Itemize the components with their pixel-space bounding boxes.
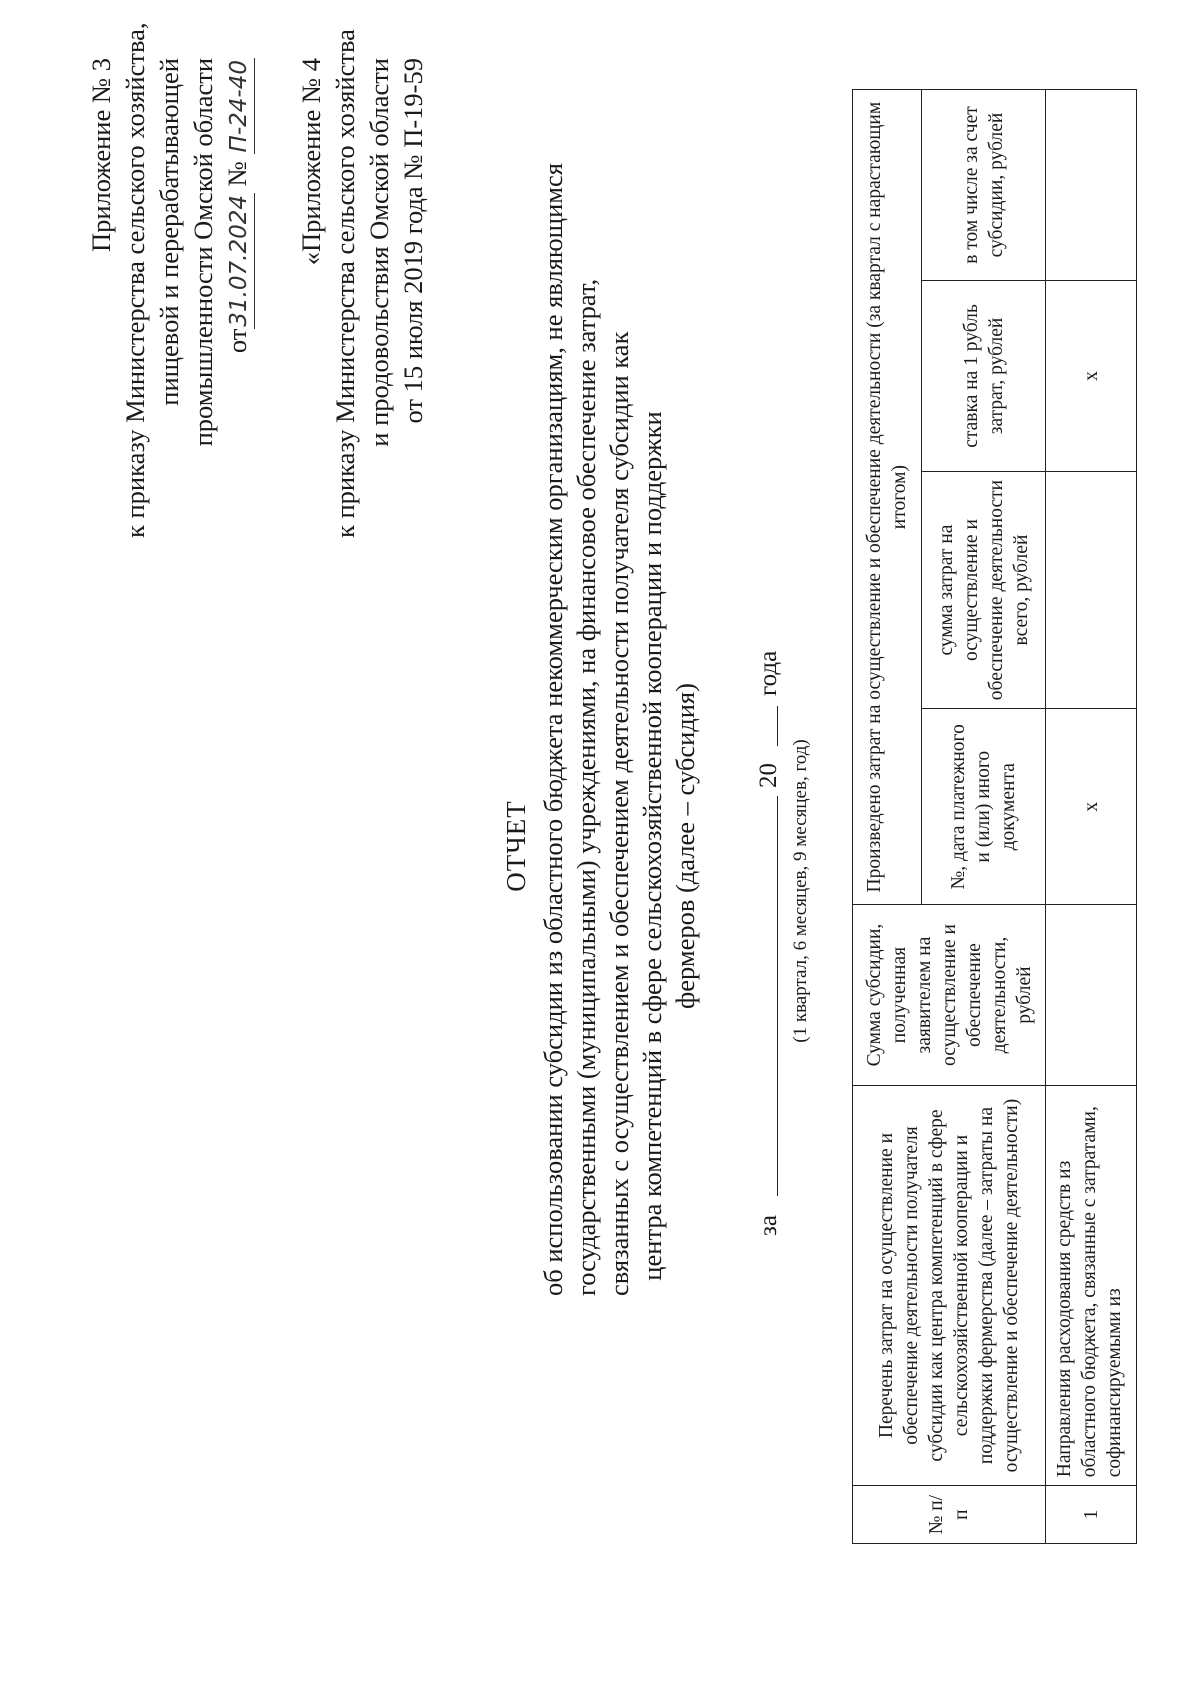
header-line: к приказу Министерства сельского хозяйства — [330, 29, 360, 538]
header-cell-rate: ставка на 1 рубль затрат, рублей — [922, 281, 1046, 472]
row-incl-subsidy-cell — [1046, 90, 1137, 281]
period-year-prefix: 20 — [755, 763, 782, 788]
rotated-document-sheet — [60, 22, 1140, 1636]
header-cell-document: №, дата платежного и (или) иного документа — [922, 709, 1046, 905]
period-suffix: года — [755, 650, 782, 696]
report-subtitle-line: связанных с осуществлением и обеспечением деятельности получателя субсидии как — [604, 331, 634, 1296]
order-date-number-line — [220, 58, 255, 538]
report-subtitle-line: государственными (муниципальными) учреждениями, на финансовое обеспечение затрат, — [571, 278, 601, 1296]
header-cell-cost-list: Перечень затрат на осуществление и обеспечение деятельности получателя субсидии как центра компетенций в сфере сельскохозяйственной кооперации и поддержки фермерства (далее – затраты на осуществление и обеспечение деятельности) — [853, 1085, 1046, 1485]
header-line: и продовольствия Омской области — [364, 58, 394, 447]
header-line: промышленности Омской области — [188, 58, 218, 447]
header-cell-sum-received: Сумма субсидии, полученная заявителем на осуществление и обеспечение деятельности, рублей — [853, 905, 1046, 1086]
header-line: от 15 июля 2019 года № П-19-59 — [398, 58, 428, 424]
appendix-header-previous — [294, 29, 430, 538]
report-subtitle-line: фермеров (далее – субсидия) — [670, 683, 700, 1009]
period-year-blank-line — [777, 706, 778, 746]
row-name-cell: Направления расходования средств из областного бюджета, связанные с затратами, софинансируемыми из — [1046, 1085, 1137, 1485]
period-hint: (1 квартал, 6 месяцев, 9 месяцев, год) — [790, 739, 811, 1043]
header-cell-produced-group: Произведено затрат на осуществление и обеспечение деятельности (за квартал с нарастающим итогом) — [853, 90, 922, 905]
table-header-row — [853, 90, 922, 1544]
row-num-cell: 1 — [1046, 1486, 1137, 1544]
report-title: ОТЧЕТ — [501, 800, 531, 892]
row-rate-cell: х — [1046, 281, 1137, 472]
header-cell-incl-subsidy: в том числе за счет субсидии, рублей — [922, 90, 1046, 281]
period-prefix: за — [755, 1215, 782, 1236]
header-line: «Приложение № 4 — [296, 58, 326, 266]
handwritten-date: 31.07.2024 — [224, 193, 255, 329]
header-line: пищевой и перерабатывающей — [154, 58, 184, 406]
report-subtitle-line: об использовании субсидии из областного бюджета некоммерческим организациям, не являющимся — [538, 163, 568, 1296]
row-sum-total-cell — [1046, 471, 1137, 708]
table-row — [1046, 90, 1137, 1544]
report-title-block — [500, 163, 702, 1296]
report-table — [852, 89, 1137, 1544]
appendix-header-current — [84, 22, 255, 538]
row-document-cell: х — [1046, 709, 1137, 905]
handwritten-order-number: П-24-40 — [224, 58, 255, 154]
report-subtitle-line: центра компетенций в сфере сельскохозяйственной кооперации и поддержки — [637, 411, 667, 1281]
number-prefix: № — [222, 161, 252, 187]
row-sum-received-cell — [1046, 905, 1137, 1086]
header-line: к приказу Министерства сельского хозяйства, — [120, 22, 150, 538]
period-blank-line — [777, 796, 778, 1196]
header-cell-sum-total: сумма затрат на осуществление и обеспечение деятельности всего, рублей — [922, 471, 1046, 708]
header-line: Приложение № 3 — [86, 58, 116, 253]
date-prefix: от — [222, 328, 252, 354]
header-cell-num: № п/п — [853, 1486, 1046, 1544]
